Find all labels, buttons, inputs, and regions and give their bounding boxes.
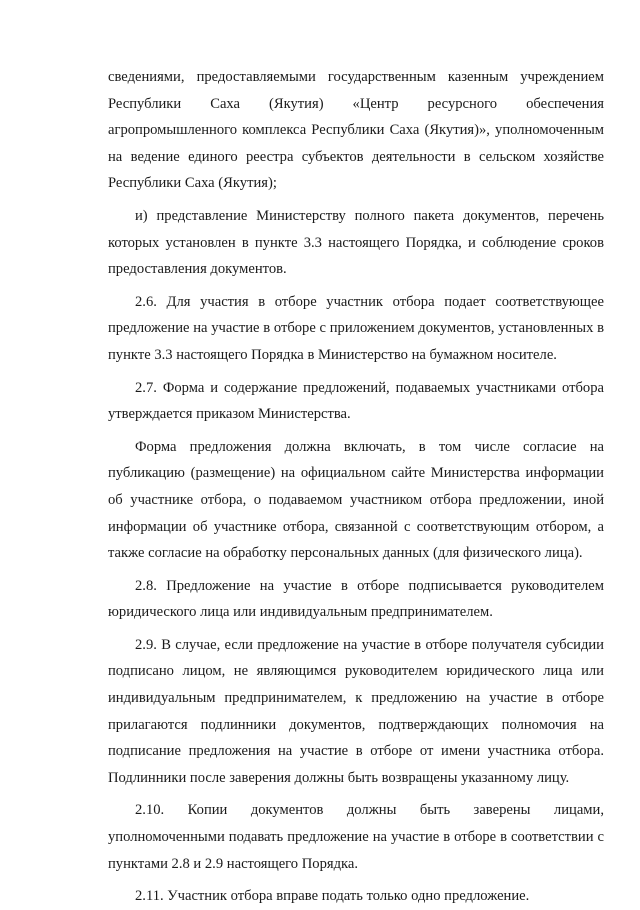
paragraph-2-6: 2.6. Для участия в отборе участник отбора подает соответствующее предложение на участие в отборе с приложением документов, установленных в пункте 3.3 настоящего Порядка в Министерство на бумажном носителе. [108,293,604,363]
paragraph-2-10: 2.10. Копии документов должны быть заверены лицами, уполномоченными подавать предложение на участие в отборе в соответствии с пунктами 2.8 и 2.9 настоящего Порядка. [108,802,604,872]
document-body [108,64,604,910]
paragraph-continuation: сведениями, предоставляемыми государственным казенным учреждением Республики Саха (Якутия) «Центр ресурсного обеспечения агропромышленного комплекса Республики Саха (Якутия)», уполномоченным на ведение единого реестра субъектов деятельности в сельском хозяйстве Республики Саха (Якутия); [108,69,604,192]
paragraph-form-content: Форма предложения должна включать, в том числе согласие на публикацию (размещение) на официальном сайте Министерства информации об участнике отбора, о подаваемом участником отбора предложении, иной информации об участнике отбора, связанной с соответствующим отбором, а также согласие на обработку персональных данных (для физического лица). [108,438,604,562]
paragraph-2-11: 2.11. Участник отбора вправе подать только одно предложение. [135,888,530,905]
paragraph-2-9: 2.9. В случае, если предложение на участие в отборе получателя субсидии подписано лицом, не являющимся руководителем юридического лица или индивидуальным предпринимателем, к предложению на участие в отборе прилагаются подлинники документов, подтверждающих полномочия на подписание предложения на участие в отборе от имени участника отбора. Подлинники после заверения должны быть возвращены указанному лицу. [108,636,604,786]
paragraph-item-i: и) представление Министерству полного пакета документов, перечень которых установлен в пункте 3.3 настоящего Порядка, и соблюдение сроков предоставления документов. [108,207,604,278]
paragraph-2-8: 2.8. Предложение на участие в отборе подписывается руководителем юридического лица или индивидуальным предпринимателем. [108,577,604,621]
paragraph-2-7: 2.7. Форма и содержание предложений, подаваемых участниками отбора утверждается приказом Министерства. [108,379,604,423]
